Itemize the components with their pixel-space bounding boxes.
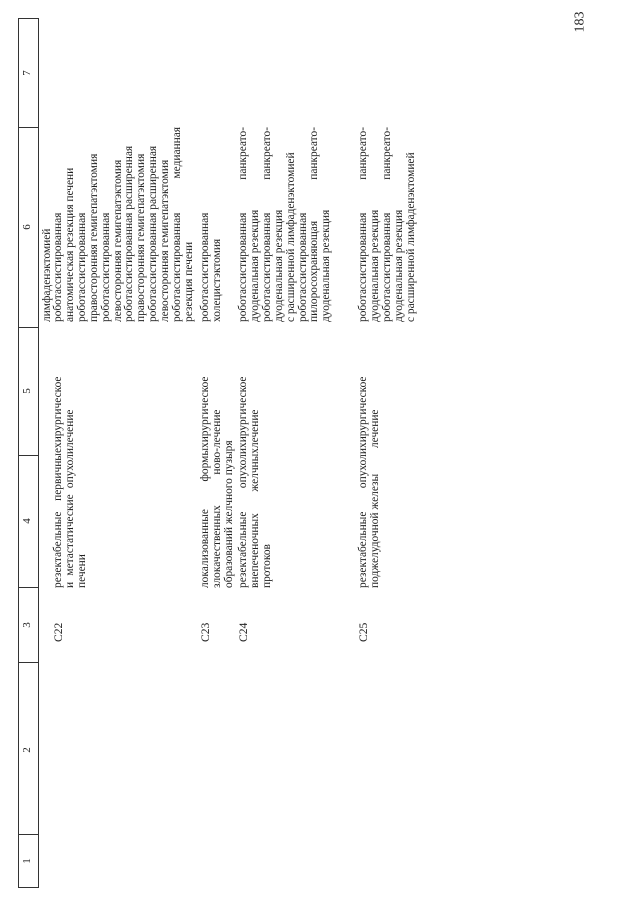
diagnosis-line: резектабельные первичные — [52, 448, 64, 588]
row-3-code: C24 — [237, 622, 250, 642]
diagnosis-line: резектабельные опухоли — [357, 448, 369, 588]
methods-line: роботассистированная расширенная — [147, 145, 160, 322]
treatment-line: хирургическое — [199, 376, 211, 448]
methods-line: роботассистированная — [199, 212, 211, 322]
methods-line: роботассистированная — [99, 212, 112, 322]
row-4-diagnosis — [358, 448, 382, 588]
diagnosis-line: злокачественных ново- — [210, 448, 223, 588]
row-3-treatment — [238, 330, 262, 448]
col-separator — [18, 887, 38, 888]
row-2-code: C23 — [199, 622, 212, 642]
treatment-line: хирургическое — [52, 376, 64, 448]
methods-line: с расширенной лимфаденэктомией — [284, 152, 297, 322]
treatment-line: хирургическое — [237, 376, 249, 448]
column-number-6: 6 — [21, 224, 33, 230]
methods-line: роботассистированная панкреато- — [237, 127, 249, 322]
methods-line: дуоденальная резекция — [272, 209, 285, 322]
diagnosis-line: резектабельные опухоли — [237, 448, 249, 588]
row-4-methods — [358, 127, 418, 322]
page-number: 183 — [572, 11, 588, 33]
row-1-code: C22 — [52, 622, 65, 642]
column-number-1: 1 — [21, 858, 33, 864]
col-separator — [18, 834, 38, 835]
col-separator — [18, 587, 38, 588]
methods-line: анатомическая резекция печени — [63, 167, 76, 322]
row-1-methods — [53, 127, 196, 322]
methods-line: дуоденальная резекция — [248, 209, 261, 322]
methods-line: резекция печени — [182, 241, 195, 322]
methods-line: роботассистированная панкреато- — [357, 127, 369, 322]
row-4-code: C25 — [357, 622, 370, 642]
col-separator — [18, 455, 38, 456]
methods-line: роботассистированная — [75, 212, 88, 322]
row-2-methods — [200, 127, 224, 322]
column-number-3: 3 — [21, 622, 33, 628]
methods-line: правосторонняя гемигепатэктомия — [87, 153, 100, 322]
row-3-methods — [238, 127, 333, 322]
col-separator — [18, 127, 38, 128]
row-2-treatment — [200, 330, 224, 448]
diagnosis-line: образований желчного пузыря — [222, 440, 235, 588]
column-number-5: 5 — [21, 388, 33, 394]
methods-line: с расширенной лимфаденэктомией — [404, 152, 417, 322]
diagnosis-line: и метастатические опухоли — [63, 448, 76, 588]
column-number-4: 4 — [21, 518, 33, 524]
col-separator — [18, 18, 38, 19]
methods-line: роботассистированная медианная — [171, 127, 184, 322]
methods-line: роботассистированная панкреато- — [380, 127, 393, 322]
treatment-line: лечение — [63, 409, 76, 448]
rotated-table — [18, 18, 578, 888]
methods-line: правосторонняя гемигепатэктомия — [135, 153, 148, 322]
diagnosis-line: локализованные формы — [199, 448, 211, 588]
methods-line: дуоденальная резекция — [392, 209, 405, 322]
row-2-diagnosis — [199, 440, 236, 588]
col-separator — [18, 327, 38, 328]
col-separator — [18, 662, 38, 663]
methods-line: дуоденальная резекция — [368, 209, 381, 322]
column-number-7: 7 — [21, 70, 33, 76]
diagnosis-line: печени — [75, 554, 88, 588]
methods-line: пилоросохраняющая панкреато- — [308, 127, 321, 322]
table-top-rule — [18, 18, 19, 888]
methods-line: холецистэктомия — [210, 238, 223, 322]
treatment-line: лечение — [210, 409, 223, 448]
methods-line: левосторонняя гемигепатэктомия — [111, 159, 124, 322]
row-4-treatment — [358, 330, 382, 448]
diagnosis-line: поджелудочной железы — [368, 473, 381, 588]
row-1-diagnosis — [53, 448, 89, 588]
methods-line: роботассистированная — [296, 212, 309, 322]
methods-line: роботассистированная панкреато- — [260, 127, 273, 322]
diagnosis-line: протоков — [260, 544, 273, 588]
methods-line: роботассистированная расширенная — [123, 145, 136, 322]
column-number-2: 2 — [21, 747, 33, 753]
diagnosis-line: внепеченочных желчных — [248, 448, 261, 588]
methods-line: левосторонняя гемигепатэктомия — [159, 159, 172, 322]
row-1-treatment — [53, 330, 77, 448]
methods-line: лимфаденэктомией — [41, 228, 53, 322]
treatment-line: лечение — [248, 409, 261, 448]
row-3-diagnosis — [238, 448, 274, 588]
treatment-line: хирургическое — [357, 376, 369, 448]
methods-line: дуоденальная резекция — [320, 209, 333, 322]
treatment-line: лечение — [368, 409, 381, 448]
table-header-rule — [38, 18, 39, 888]
methods-line: роботассистированная — [52, 212, 64, 322]
